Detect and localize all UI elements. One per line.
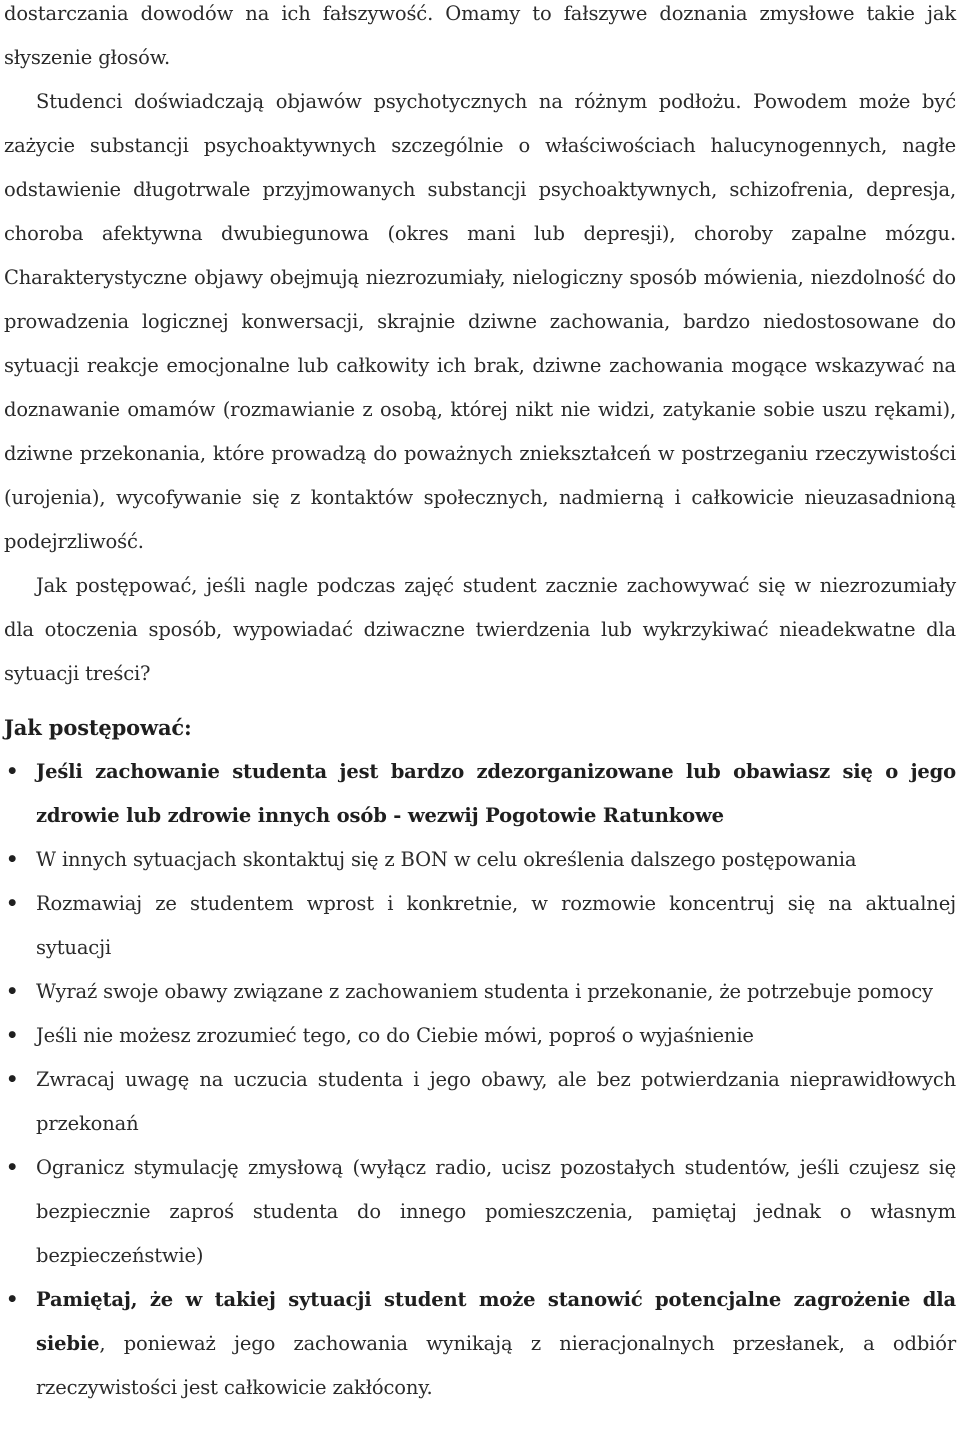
list-item-bold-text: Pamiętaj, że w takiej sytuacji student może stanowić potencjalne zagrożenie dla siebie [36,1288,956,1355]
paragraph-continuation: dostarczania dowodów na ich fałszywość. Omamy to fałszywe doznania zmysłowe takie jak słyszenie głosów. [4,2,956,69]
list-item-text: Rozmawiaj ze studentem wprost i konkretnie, w rozmowie koncentruj się na aktualnej sytuacji [36,892,956,959]
bullet-icon: • [6,892,19,915]
list-item [4,1146,956,1278]
list-item [4,1278,956,1410]
paragraph-psychotic-symptoms: Studenci doświadczają objawów psychotycznych na różnym podłożu. Powodem może być zażycie substancji psychoaktywnych szczególnie o właściwościach halucynogennych, nagłe odstawienie długotrwale przyjmowanych substancji psychoaktywnych, schizofrenia, depresja, choroba afektywna dwubiegunowa (okres mani lub depresji), choroby zapalne mózgu. Charakterystyczne objawy obejmują niezrozumiały, nielogiczny sposób mówienia, niezdolność do prowadzenia logicznej konwersacji, skrajnie dziwne zachowania, bardzo niedostosowane do sytuacji reakcje emocjonalne lub całkowity ich brak, dziwne zachowania mogące wskazywać na doznawanie omamów (rozmawianie z osobą, której nikt nie widzi, zatykanie sobie uszu rękami), dziwne przekonania, które prowadzą do poważnych zniekształceń w postrzeganiu rzeczywistości (urojenia), wycofywanie się z kontaktów społecznych, nadmierną i całkowicie nieuzasadnioną podejrzliwość. [4,90,956,553]
bullet-icon: • [6,980,19,1003]
list-item [4,1014,956,1058]
bullet-icon: • [6,1156,19,1179]
bullet-icon: • [6,848,19,871]
list-item [4,1058,956,1146]
guidance-list [4,750,956,1410]
list-item-text: , ponieważ jego zachowania wynikają z nieracjonalnych przesłanek, a odbiór rzeczywistości jest całkowicie zakłócony. [36,1332,956,1399]
section-heading: Jak postępować: [4,715,192,740]
bullet-icon: • [6,1024,19,1047]
list-item [4,970,956,1014]
list-item [4,882,956,970]
list-item [4,750,956,838]
paragraph-question: Jak postępować, jeśli nagle podczas zajęć student zacznie zachowywać się w niezrozumiały dla otoczenia sposób, wypowiadać dziwaczne twierdzenia lub wykrzykiwać nieadekwatne dla sytuacji treści? [4,574,956,685]
list-item-text: Ogranicz stymulację zmysłową (wyłącz radio, ucisz pozostałych studentów, jeśli czujesz się bezpiecznie zaproś studenta do innego pomieszczenia, pamiętaj jednak o własnym bezpieczeństwie) [36,1156,956,1267]
list-item-text: Wyraź swoje obawy związane z zachowaniem studenta i przekonanie, że potrzebuje pomocy [36,980,933,1003]
list-item-bold-text: Jeśli zachowanie studenta jest bardzo zdezorganizowane lub obawiasz się o jego zdrowie lub zdrowie innych osób - wezwij Pogotowie Ratunkowe [36,760,956,827]
bullet-icon: • [6,760,19,783]
bullet-icon: • [6,1068,19,1091]
bullet-icon: • [6,1288,19,1311]
list-item [4,838,956,882]
list-item-text: W innych sytuacjach skontaktuj się z BON w celu określenia dalszego postępowania [36,848,857,871]
list-item-text: Zwracaj uwagę na uczucia studenta i jego obawy, ale bez potwierdzania nieprawidłowych przekonań [36,1068,956,1135]
list-item-text: Jeśli nie możesz zrozumieć tego, co do Ciebie mówi, poproś o wyjaśnienie [36,1024,754,1047]
